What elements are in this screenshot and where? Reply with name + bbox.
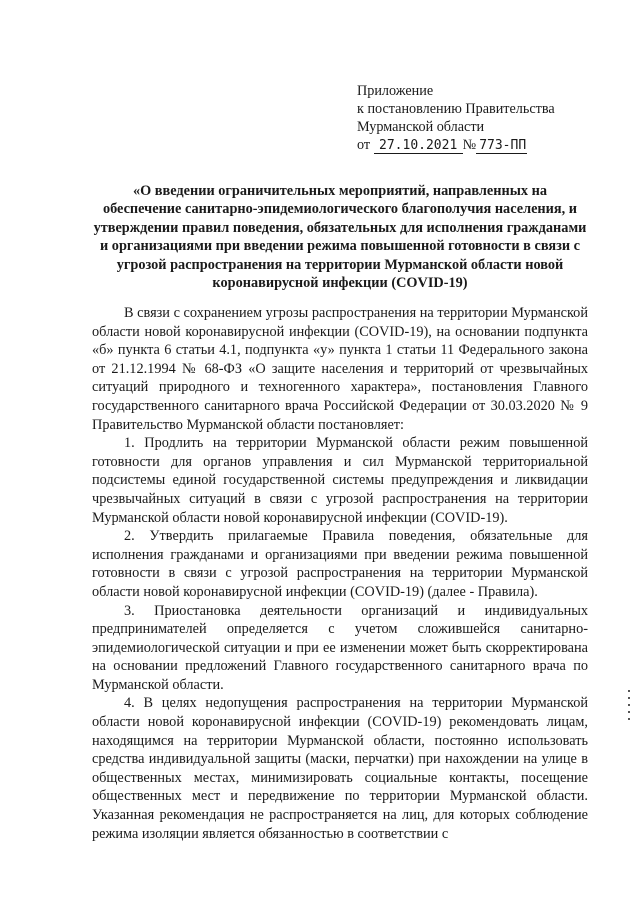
resolution-number: 773-ПП bbox=[476, 138, 527, 154]
scan-artifact bbox=[628, 690, 631, 730]
preamble-paragraph: В связи с сохранением угрозы распространения на территории Мурманской области новой коронавирусной инфекции (COVID-19), на основании подпункта «б» пункта 6 статьи 4.1, подпункта «у» пункта 1 статьи 11 Федерального закона от 21.12.1994 № 68-ФЗ «О защите населения и территорий от чрезвычайных ситуаций природного и техногенного характера», постановления Главного государственного санитарного врача Российской Федерации от 30.03.2020 № 9 Правительство Мурманской области постановляет: bbox=[92, 305, 588, 433]
clause-4: 4. В целях недопущения распространения на территории Мурманской области новой коронавирусной инфекции (COVID-19) рекомендовать лицам, находящимся на территории Мурманской области, постоянно использовать средства индивидуальной защиты (маски, перчатки) при нахождении на улице в общественных местах, минимизировать социальные контакты, посещение общественных мест и передвижение по территории Мурманской области. Указанная рекомендация не распространяется на лиц, для которых соблюдение режима изоляции является обязанностью в соответствии с bbox=[92, 695, 588, 842]
annex-date-line bbox=[357, 136, 607, 154]
number-sign: № bbox=[462, 137, 477, 153]
date-prefix: от bbox=[357, 137, 371, 153]
clause-1: 1. Продлить на территории Мурманской области режим повышенной готовности для органов управления и сил Мурманской территориальной подсистемы единой государственной системы предупреждения и ликвидации чрезвычайных ситуаций в связи с угрозой распространения на территории Мурманской области новой коронавирусной инфекции (COVID-19). bbox=[92, 435, 588, 526]
clause-3: 3. Приостановка деятельности организаций и индивидуальных предпринимателей определяется с учетом сложившейся санитарно-эпидемиологической ситуации и при ее изменении может быть скорректирована на основании предложений Главного государственного санитарного врача по Мурманской области. bbox=[92, 602, 588, 693]
annex-region: Мурманской области bbox=[357, 119, 485, 135]
annex-label: Приложение bbox=[357, 83, 434, 99]
document-body bbox=[92, 304, 588, 843]
resolution-date: 27.10.2021 bbox=[374, 138, 463, 154]
document-title: «О введении ограничительных мероприятий, направленных на обеспечение санитарно-эпидемиологического благополучия населения, и утверждении правил поведения, обязательных для исполнения гражданами и организациями при введении режима повышенной готовности в связи с угрозой распространения на территории Мурманской области новой коронавирусной инфекции (COVID-19) bbox=[93, 183, 587, 292]
annex-reference: к постановлению Правительства bbox=[357, 101, 555, 117]
clause-2: 2. Утвердить прилагаемые Правила поведения, обязательные для исполнения гражданами и организациями при введении режима повышенной готовности в связи с угрозой распространения на территории Мурманской области новой коронавирусной инфекции (COVID-19) (далее - Правила). bbox=[92, 528, 588, 600]
annex-header bbox=[357, 82, 607, 154]
